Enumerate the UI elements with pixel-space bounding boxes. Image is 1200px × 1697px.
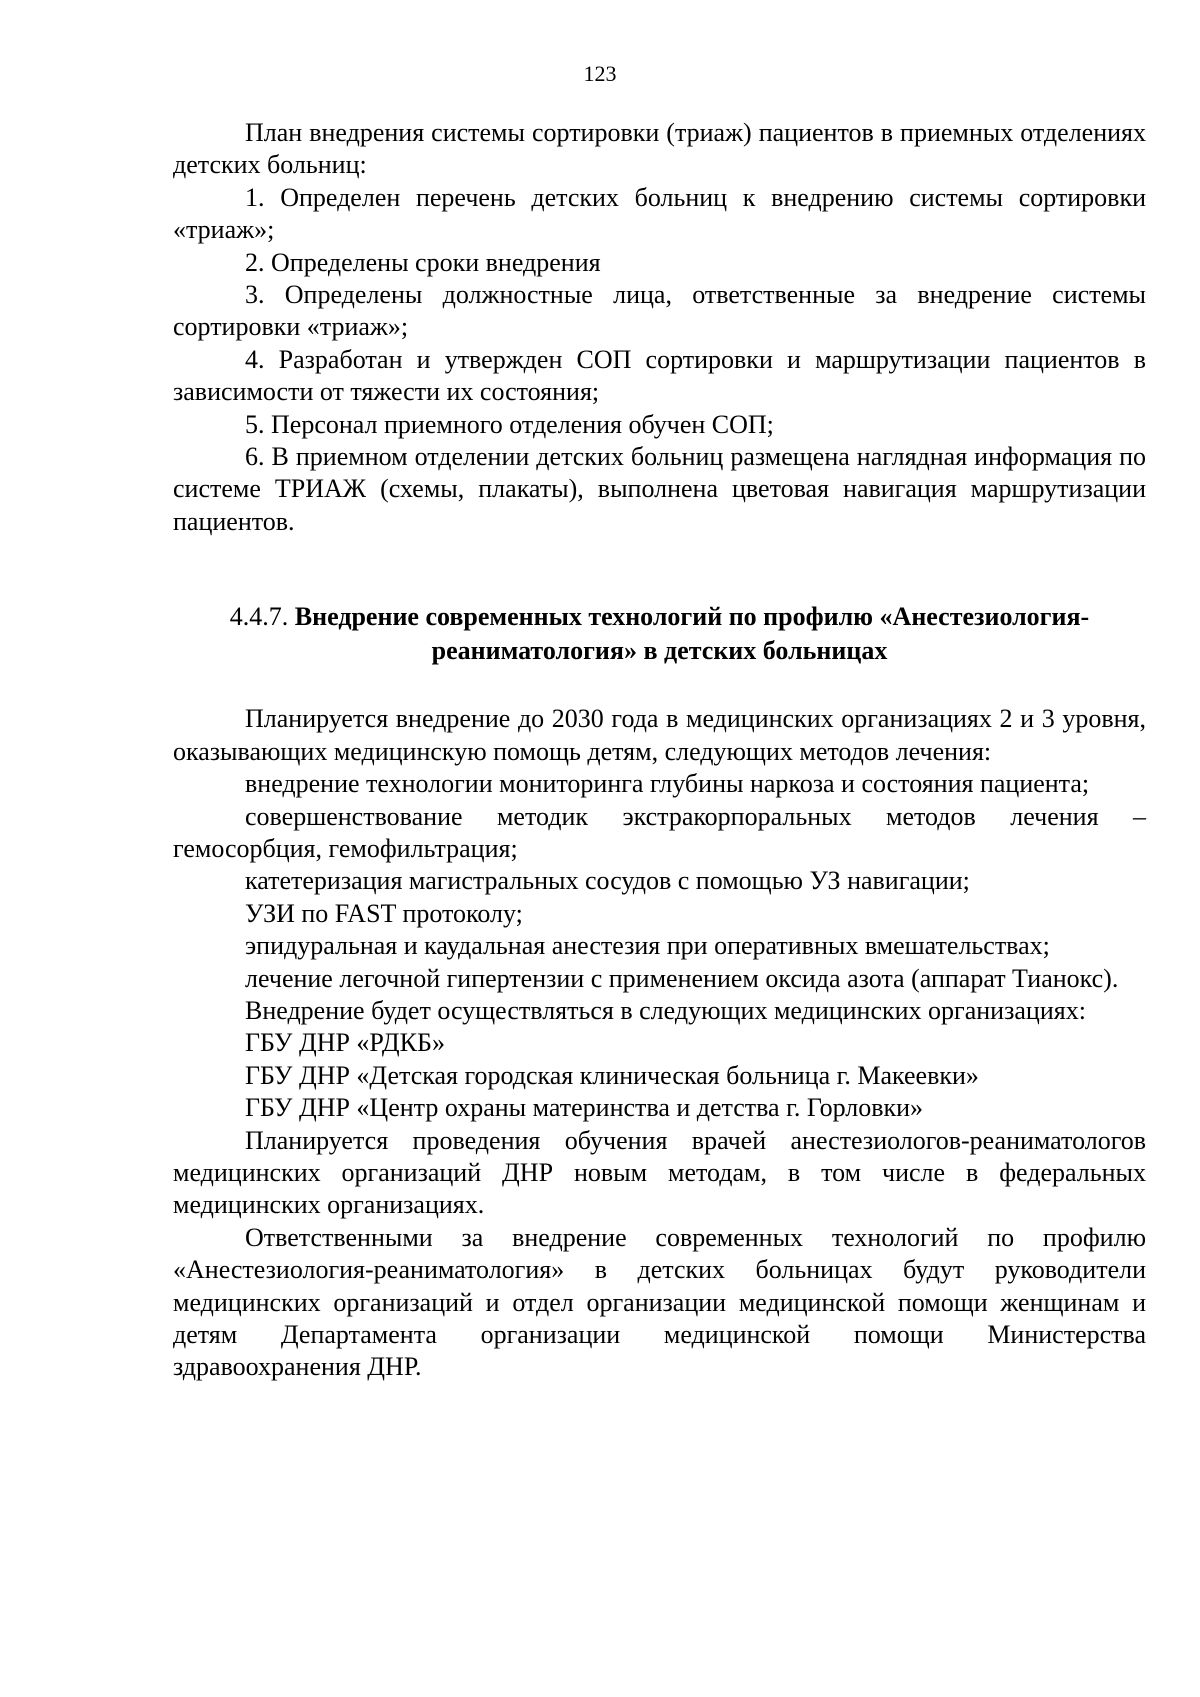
method-item: эпидуральная и каудальная анестезия при оперативных вмешательствах; xyxy=(245,931,1050,961)
organization-item: ГБУ ДНР «РДКБ» xyxy=(245,1028,445,1058)
triage-plan-item-6: 6. В приемном отделении детских больниц размещена наглядная информация по системе ТРИАЖ (схемы, плакаты), выполнена цветовая навигация маршрутизации пациентов. xyxy=(173,442,1146,536)
section-heading xyxy=(173,600,1146,668)
method-item: внедрение технологии мониторинга глубины наркоза и состояния пациента; xyxy=(245,769,1090,799)
section-paragraph: Внедрение будет осуществляться в следующих медицинских организациях: xyxy=(245,995,1086,1025)
section-title: Внедрение современных технологий по профилю «Анестезиология-реаниматология» в детских больницах xyxy=(294,602,1090,666)
section-paragraph: Планируется внедрение до 2030 года в медицинских организациях 2 и 3 уровня, оказывающих медицинскую помощь детям, следующих методов лечения: xyxy=(173,704,1146,766)
section-paragraph: Планируется проведения обучения врачей анестезиологов-реаниматологов медицинских организаций ДНР новым методам, в том числе в федеральных медицинских организациях. xyxy=(173,1125,1146,1220)
page-content xyxy=(173,117,1146,1384)
section-number: 4.4.7. xyxy=(229,602,289,632)
triage-plan-item-1: 1. Определен перечень детских больниц к внедрению системы сортировки «триаж»; xyxy=(173,182,1146,245)
triage-plan-intro: План внедрения системы сортировки (триаж) пациентов в приемных отделениях детских больниц: xyxy=(173,118,1146,180)
method-item: катетеризация магистральных сосудов с помощью УЗ навигации; xyxy=(245,866,970,896)
method-item: лечение легочной гипертензии с применением оксида азота (аппарат Тианокс). xyxy=(245,963,1119,993)
triage-plan-item-4: 4. Разработан и утвержден СОП сортировки и маршрутизации пациентов в зависимости от тяжести их состояния; xyxy=(173,344,1146,407)
method-item: совершенствование методик экстракорпоральных методов лечения – гемосорбция, гемофильтрация; xyxy=(173,801,1146,863)
triage-plan-item-5: 5. Персонал приемного отделения обучен СОП; xyxy=(245,409,774,439)
organization-item: ГБУ ДНР «Детская городская клиническая больница г. Макеевки» xyxy=(245,1060,979,1090)
section-paragraph: Ответственными за внедрение современных технологий по профилю «Анестезиология-реаниматология» в детских больницах будут руководители медицинских организаций и отдел организации медицинской помощи женщинам и детям Департамента организации медицинской помощи Министерства здравоохранения ДНР. xyxy=(173,1222,1146,1382)
triage-plan-item-3: 3. Определены должностные лица, ответственные за внедрение системы сортировки «триаж»; xyxy=(173,280,1146,342)
triage-plan-item-2: 2. Определены сроки внедрения xyxy=(245,247,601,277)
method-item: УЗИ по FAST протоколу; xyxy=(245,898,523,928)
organization-item: ГБУ ДНР «Центр охраны материнства и детства г. Горловки» xyxy=(245,1093,924,1123)
page-number: 123 xyxy=(583,61,617,86)
